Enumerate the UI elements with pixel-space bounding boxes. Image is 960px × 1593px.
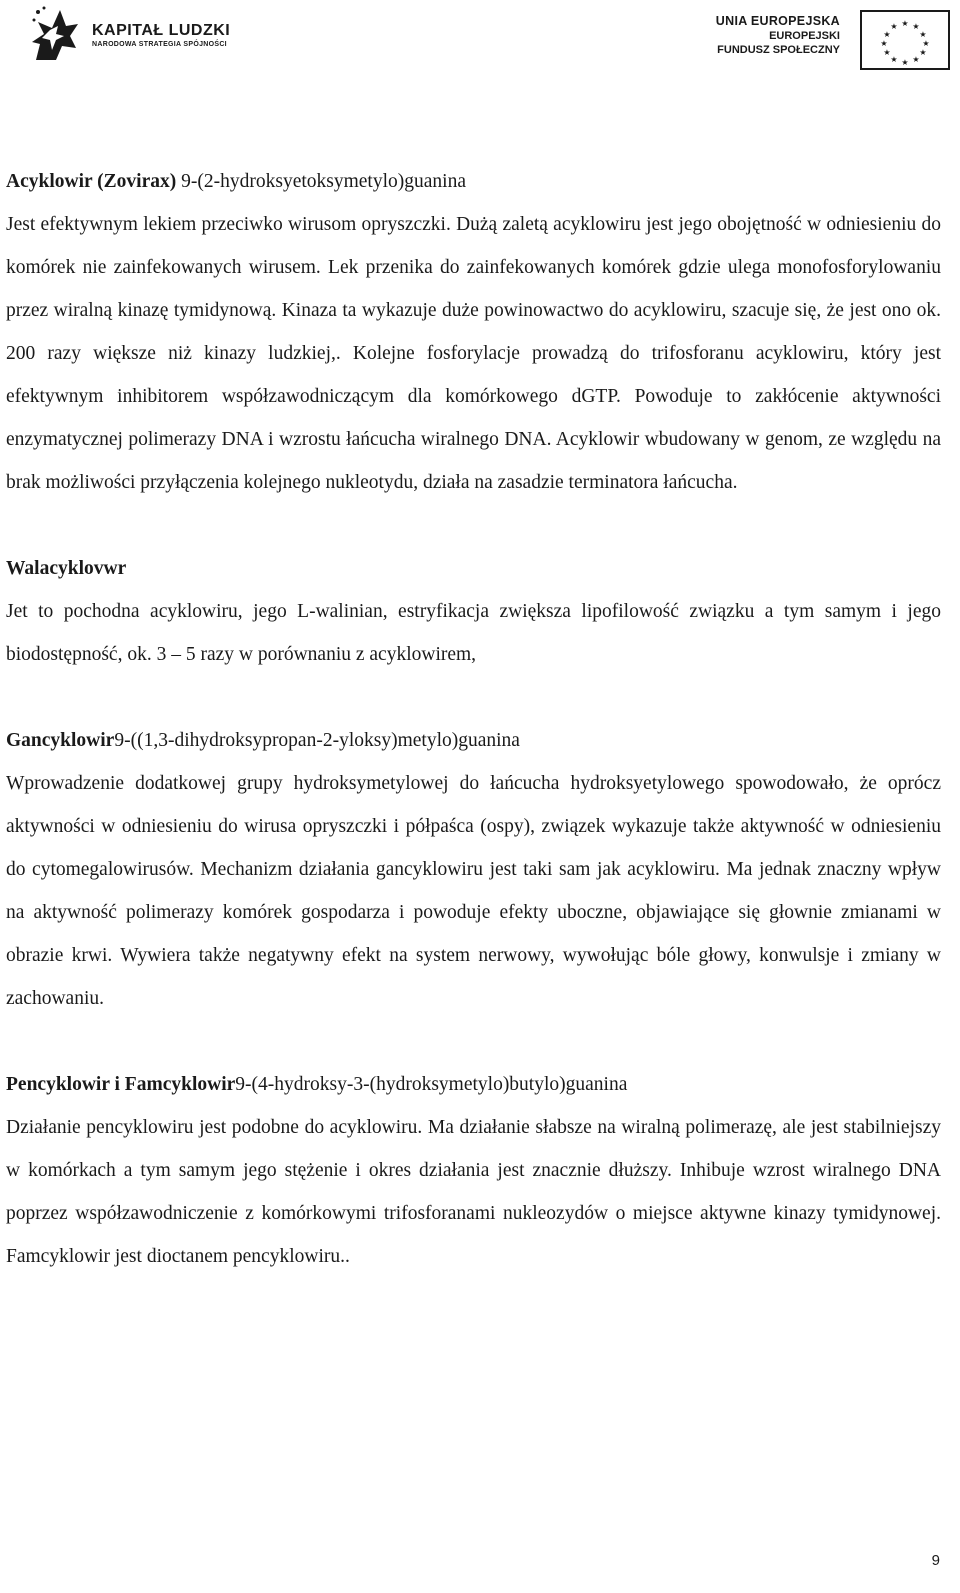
eu-logo [706,10,950,72]
drug-name: Pencyklowir i Famcyklowir [6,1074,236,1095]
document-body [6,160,941,1278]
section-gancyklowir [6,719,941,1020]
svg-text:★: ★ [901,58,909,67]
page-number: 9 [931,1552,940,1569]
section-paragraph: Jest efektywnym lekiem przeciwko wirusom opryszczki. Dużą zaletą acyklowiru jest jego obojętność w odniesieniu do komórek nie zainfekowanych wirusem. Lek przenika do zainfekowanych komórek gdzie ulega monofosforylowaniu przez wiralną kinazę tymidynową. Kinaza ta wykazuje duże powinowactwo do acyklowiru, szacuje się, że jest ono ok. 200 razy większe niż kinazy ludzkiej,. Kolejne fosforylacje prowadzą do trifosforanu acyklowiru, który jest efektywnym inhibitorem współzawodniczącym dla komórkowego dGTP. Powoduje to zakłócenie aktywności enzymatycznej polimerazy DNA i wzrostu łańcucha wiralnego DNA. Acyklowir wbudowany w genom, ze względu na brak możliwości przyłączenia kolejnego nukleotydu, działa na zasadzie terminatora łańcucha. [6,214,941,493]
svg-text:★: ★ [883,30,891,39]
section-pencyklowir [6,1063,941,1278]
eu-logo-line3: FUNDUSZ SPOŁECZNY [717,44,840,56]
svg-text:★: ★ [901,19,909,28]
eu-logo-line1: UNIA EUROPEJSKA [715,14,840,28]
svg-text:★: ★ [919,48,927,57]
drug-name: Gancyklowir [6,730,115,751]
svg-text:★: ★ [912,22,920,31]
section-walacyklovwr [6,547,941,676]
eu-logo-text [716,14,840,57]
section-acyklowir [6,160,941,504]
chemical-name: 9-(4-hydroksy-3-(hydroksymetylo)butylo)guanina [235,1074,628,1095]
eu-flag-icon [860,10,950,70]
svg-text:★: ★ [890,22,898,31]
drug-name: Acyklowir (Zovirax) [6,171,177,192]
spacer [6,1020,941,1063]
svg-text:★: ★ [912,55,920,64]
kapital-ludzki-logo [30,4,290,64]
kapital-ludzki-subtitle: NARODOWA STRATEGIA SPÓJNOŚCI [92,41,227,48]
section-heading [6,1063,941,1106]
svg-text:★: ★ [922,39,930,48]
section-paragraph: Działanie pencyklowiru jest podobne do acyklowiru. Ma działanie słabsze na wiralną polimerazę, ale jest stabilniejszy w komórkach a tym samym jego stężenie i okres działania jest znacznie dłuższy. Inhibuje wzrost wiralnego DNA poprzez współzawodniczenie z komórkowymi trifosforanami nukleozydów o miejsce aktywne kinazy tymidynowej. Famcyklowir jest dioctanem pencyklowiru.. [6,1117,941,1267]
spacer [6,504,941,547]
svg-text:★: ★ [890,55,898,64]
section-heading [6,719,941,762]
chemical-name: 9-((1,3-dihydroksypropan-2-yloksy)metylo)guanina [114,730,520,751]
spacer [6,676,941,719]
chemical-name: 9-(2-hydroksyetoksymetylo)guanina [176,171,466,192]
svg-text:★: ★ [883,48,891,57]
drug-name: Walacyklovwr [6,558,127,579]
kapital-ludzki-emblem-icon [30,4,80,62]
svg-text:★: ★ [880,39,888,48]
section-heading [6,160,941,203]
section-heading [6,547,941,590]
eu-logo-line2: EUROPEJSKI [769,30,840,42]
page-header [0,0,960,80]
kapital-ludzki-title: KAPITAŁ LUDZKI [92,22,231,39]
section-paragraph: Wprowadzenie dodatkowej grupy hydroksymetylowej do łańcucha hydroksyetylowego spowodowało, że oprócz aktywności w odniesieniu do wirusa opryszczki i półpaśca (ospy), związek wykazuje także aktywność w odniesieniu do cytomegalowirusów. Mechanizm działania gancyklowiru jest taki sam jak acyklowiru. Ma jednak znaczny wpływ na aktywność polimerazy komórek gospodarza i powoduje efekty uboczne, objawiające się głownie zmianami w obrazie krwi. Wywiera także negatywny efekt na system nerwowy, wywołując bóle głowy, konwulsje i zmiany w zachowaniu. [6,773,941,1009]
svg-text:★: ★ [919,30,927,39]
section-paragraph: Jet to pochodna acyklowiru, jego L-walinian, estryfikacja zwiększa lipofilowość związku a tym samym i jego biodostępność, ok. 3 – 5 razy w porównaniu z acyklowirem, [6,601,941,665]
